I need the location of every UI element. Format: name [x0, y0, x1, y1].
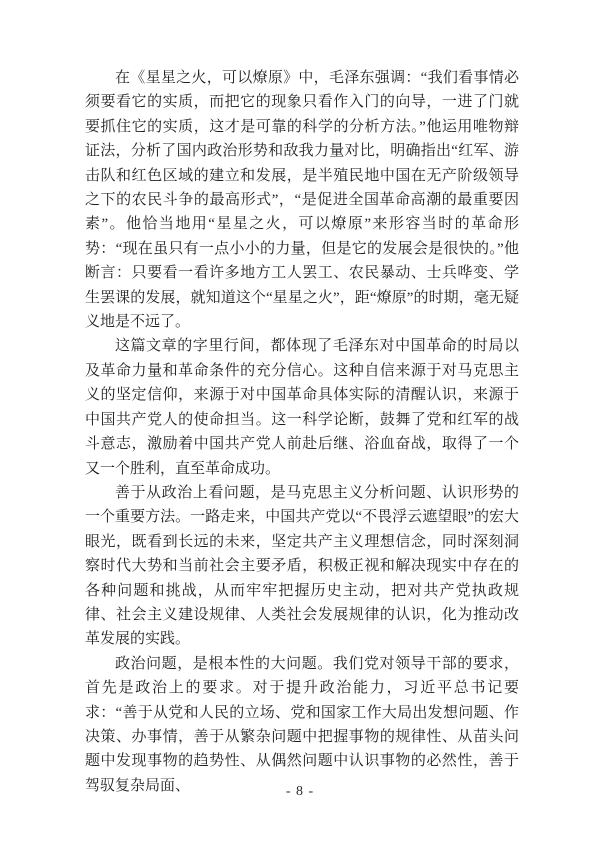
text-body [85, 66, 519, 798]
page-number: - 8 - [285, 784, 315, 799]
paragraph-4: 政治问题，是根本性的大问题。我们党对领导干部的要求，首先是政治上的要求。对于提升政治能力，习近平总书记要求：“善于从党和人民的立场、党和国家工作大局出发想问题、作决策、办事情，善于从繁杂问题中把握事物的规律性、从苗头问题中发现事物的趋势性、从偶然问题中认识事物的必然性，善于驾驭复杂局面、 [85, 655, 519, 794]
paragraph-3: 善于从政治上看问题，是马克思主义分析问题、认识形势的一个重要方法。一路走来，中国共产党以“不畏浮云遮望眼”的宏大眼光，既看到长远的未来，坚定共产主义理想信念，同时深刻洞察时代大势和当前社会主要矛盾，积极正视和解决现实中存在的各种问题和挑战，从而牢牢把握历史主动，把对共产党执政规律、社会主义建设规律、人类社会发展规律的认识，化为推动改革发展的实践。 [85, 484, 519, 648]
paragraph-2: 这篇文章的字里行间，都体现了毛泽东对中国革命的时局以及革命力量和革命条件的充分信心。这种自信来源于对马克思主义的坚定信仰，来源于对中国革命具体实际的清醒认识，来源于中国共产党人的使命担当。这一科学论断，鼓舞了党和红军的战斗意志，激励着中国共产党人前赴后继、浴血奋战，取得了一个又一个胜利，直至革命成功。 [85, 338, 519, 477]
paragraph-1: 在《星星之火，可以燎原》中，毛泽东强调：“我们看事情必须要看它的实质，而把它的现象只看作入门的向导，一进了门就要抓住它的实质，这才是可靠的科学的分析方法。”他运用唯物辩证法，分析了国内政治形势和敌我力量对比，明确指出“红军、游击队和红色区域的建立和发展，是半殖民地中国在无产阶级领导之下的农民斗争的最高形式”，“是促进全国革命高潮的最重要因素”。他恰当地用“星星之火，可以燎原”来形容当时的革命形势：“现在虽只有一点小小的力量，但是它的发展会是很快的。”他断言：只要看一看许多地方工人罢工、农民暴动、士兵哗变、学生罢课的发展，就知道这个“星星之火”，距“燎原”的时期，毫无疑义地是不远了。 [85, 70, 519, 331]
